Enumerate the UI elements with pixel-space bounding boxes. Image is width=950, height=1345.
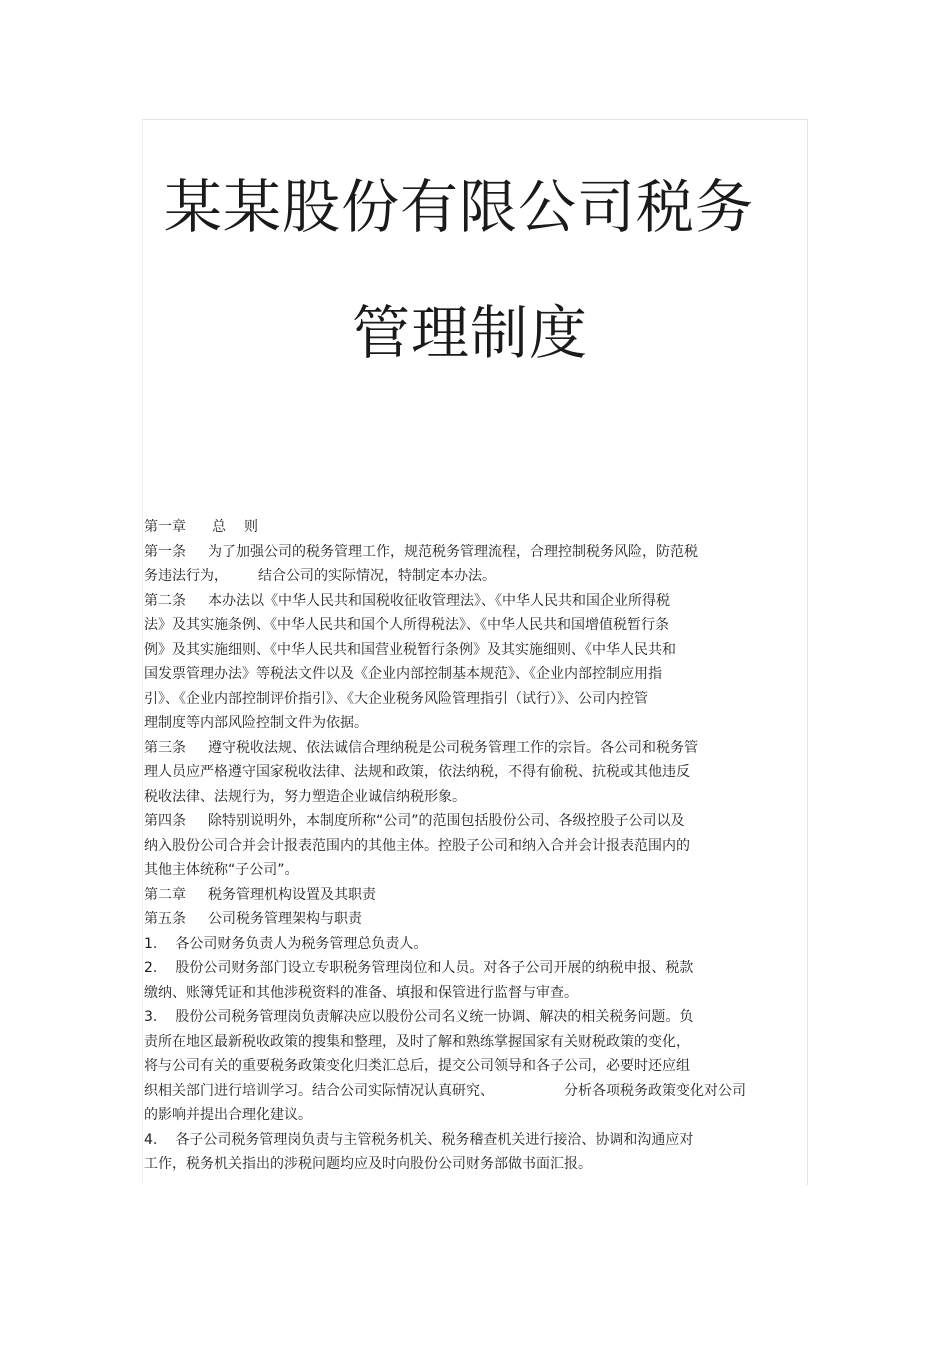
chapter-title: 税务管理机构设置及其职责 xyxy=(208,886,376,903)
chapter-number: 第二章 xyxy=(144,886,186,903)
text-line xyxy=(144,760,784,785)
text-line xyxy=(144,613,784,638)
text-line xyxy=(144,834,784,859)
article-text: 为了加强公司的税务管理工作，规范税务管理流程，合理控制税务风险，防范税 xyxy=(208,543,698,560)
text-segment: 例》及其实施细则、《中华人民共和国营业税暂行条例》及其实施细则、《中华人民共和 xyxy=(144,641,676,658)
text-segment: 理人员应严格遵守国家税收法律、法规和政策，依法纳税，不得有偷税、抗税或其他违反 xyxy=(144,764,690,780)
text-line xyxy=(144,1030,784,1055)
article-number: 第一条 xyxy=(144,543,186,560)
article-number: 第五条 xyxy=(144,911,186,927)
text-line xyxy=(144,858,784,883)
text-segment: 纳入股份公司合并会计报表范围内的其他主体。控股子公司和纳入合并会计报表范围内的 xyxy=(144,837,690,854)
item-text: 股份公司税务管理岗负责解决应以股份公司名义统一协调、解决的相关税务问题。负 xyxy=(175,1009,694,1025)
chapter-heading xyxy=(144,515,784,540)
article-number: 第二条 xyxy=(144,592,186,609)
text-segment: 结合公司的实际情况，特制定本办法。 xyxy=(258,568,496,584)
document-title-line-1: 某某股份有限公司税务 xyxy=(164,173,755,241)
text-line xyxy=(144,662,784,687)
text-line xyxy=(144,638,784,663)
article-line xyxy=(144,809,784,834)
text-segment: 的影响并提出合理化建议。 xyxy=(144,1107,312,1123)
numbered-item xyxy=(144,956,784,981)
text-line xyxy=(144,1103,784,1128)
chapter-title-part: 则 xyxy=(244,519,258,535)
item-text: 各公司财务负责人为税务管理总负责人。 xyxy=(175,935,428,952)
article-text: 公司税务管理架构与职责 xyxy=(208,911,362,927)
text-segment: 责所在地区最新税收政策的搜集和整理，及时了解和熟练掌握国家有关财税政策的变化， xyxy=(144,1033,690,1050)
text-line xyxy=(144,1054,784,1079)
text-segment: 分析各项税务政策变化对公司 xyxy=(564,1082,746,1099)
text-line xyxy=(144,981,784,1006)
article-line xyxy=(144,540,784,565)
item-number: 1. xyxy=(144,935,158,952)
chapter-number: 第一章 xyxy=(144,519,186,535)
article-number: 第三条 xyxy=(144,739,186,756)
article-line xyxy=(144,589,784,614)
numbered-item xyxy=(144,1128,784,1153)
document-body xyxy=(144,515,784,1177)
text-segment: 其他主体统称“子公司”。 xyxy=(144,862,299,878)
article-text: 遵守税收法规、依法诚信合理纳税是公司税务管理工作的宗旨。各公司和税务管 xyxy=(208,739,698,756)
text-line xyxy=(144,564,784,589)
item-number: 3. xyxy=(144,1009,158,1025)
text-segment: 理制度等内部风险控制文件为依据。 xyxy=(144,715,368,731)
chapter-title-part: 总 xyxy=(212,519,226,535)
article-text: 除特别说明外，本制度所称“公司”的范围包括股份公司、各级控股子公司以及 xyxy=(208,813,685,829)
article-line xyxy=(144,907,784,932)
text-line xyxy=(144,687,784,712)
item-text: 各子公司税务管理岗负责与主管税务机关、税务稽查机关进行接洽、协调和沟通应对 xyxy=(175,1131,694,1148)
numbered-item xyxy=(144,1005,784,1030)
text-segment: 法》及其实施条例、《中华人民共和国个人所得税法》、《中华人民共和国增值税暂行条 xyxy=(144,617,669,633)
text-segment: 将与公司有关的重要税务政策变化归类汇总后，提交公司领导和各子公司，必要时还应组 xyxy=(144,1058,690,1074)
item-text: 股份公司财务部门设立专职税务管理岗位和人员。对各子公司开展的纳税申报、税款 xyxy=(175,960,694,976)
text-line xyxy=(144,1079,784,1104)
chapter-heading xyxy=(144,883,784,908)
text-segment: 引》、《企业内部控制评价指引》、《大企业税务风险管理指引（试行）》、公司内控管 xyxy=(144,690,648,707)
article-text: 本办法以《中华人民共和国税收征收管理法》、《中华人民共和国企业所得税 xyxy=(208,592,670,609)
item-number: 4. xyxy=(144,1131,158,1148)
text-segment: 务违法行为， xyxy=(144,568,228,584)
text-segment: 缴纳、账簿凭证和其他涉税资料的准备、填报和保管进行监督与审查。 xyxy=(144,984,578,1001)
text-segment: 织相关部门进行培训学习。结合公司实际情况认真研究、 xyxy=(144,1082,494,1099)
text-segment: 税收法律、法规行为，努力塑造企业诚信纳税形象。 xyxy=(144,788,466,805)
text-line xyxy=(144,1152,784,1177)
item-number: 2. xyxy=(144,960,158,976)
text-line xyxy=(144,785,784,810)
article-line xyxy=(144,736,784,761)
text-segment: 国发票管理办法》等税法文件以及《企业内部控制基本规范》、《企业内部控制应用指 xyxy=(144,666,662,682)
text-line xyxy=(144,711,784,736)
article-number: 第四条 xyxy=(144,813,186,829)
numbered-item xyxy=(144,932,784,957)
document-title-line-2: 管理制度 xyxy=(352,299,589,367)
text-segment: 工作，税务机关指出的涉税问题均应及时向股份公司财务部做书面汇报。 xyxy=(144,1156,592,1172)
